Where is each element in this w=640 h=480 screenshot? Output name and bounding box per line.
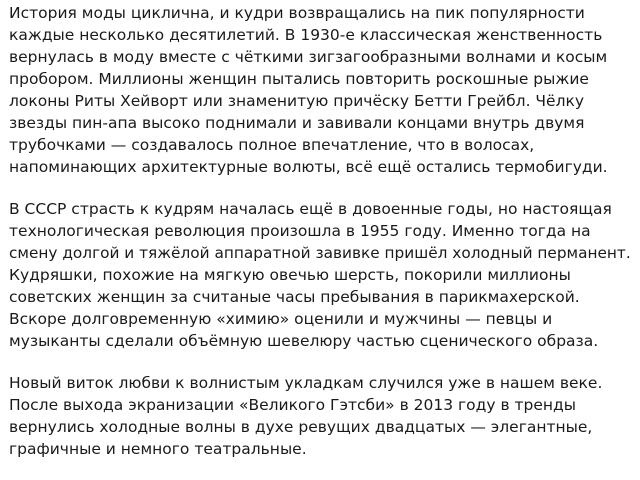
text-line: смену долгой и тяжёлой аппаратной завивке пришёл холодный перманент. [9,244,631,262]
text-line: Вскоре долговременную «химию» оценили и мужчины — певцы и [9,310,553,328]
paragraph-1930s-waves [9,2,634,178]
paragraph-ussr-perm [9,198,634,352]
text-line: локоны Риты Хейворт или знаменитую причёску Бетти Грейбл. Чёлку [9,92,585,110]
text-line: вернулась в моду вместе с чёткими зигзагообразными волнами и косым [9,48,608,66]
text-line: советских женщин за считаные часы пребывания в парикмахерской. [9,288,580,306]
text-line: трубочками — создавалось полное впечатление, что в волосах, [9,136,535,154]
text-line: В СССР страсть к кудрям началась ещё в довоенные годы, но настоящая [9,200,612,218]
text-line: технологическая революция произошла в 1955 году. Именно тогда на [9,222,591,240]
text-line: пробором. Миллионы женщин пытались повторить роскошные рыжие [9,70,589,88]
text-line: напоминающих архитектурные волюты, всё ещё остались термобигуди. [9,158,608,176]
article-body [9,2,634,480]
paragraph-modern-waves [9,372,634,460]
text-line: вернулись холодные волны в духе ревущих двадцатых — элегантные, [9,418,593,436]
text-line: каждые несколько десятилетий. В 1930-е классическая женственность [9,26,603,44]
text-line: музыканты сделали объёмную шевелюру частью сценического образа. [9,332,599,350]
text-line: Новый виток любви к волнистым укладкам случился уже в нашем веке. [9,374,603,392]
text-line: графичные и немного театральные. [9,440,307,458]
text-line: Кудряшки, похожие на мягкую овечью шерсть, покорили миллионы [9,266,571,284]
text-line: После выхода экранизации «Великого Гэтсби» в 2013 году в тренды [9,396,576,414]
text-line: История моды циклична, и кудри возвращались на пик популярности [9,4,585,22]
text-line: звезды пин-апа высоко поднимали и завивали концами внутрь двумя [9,114,585,132]
